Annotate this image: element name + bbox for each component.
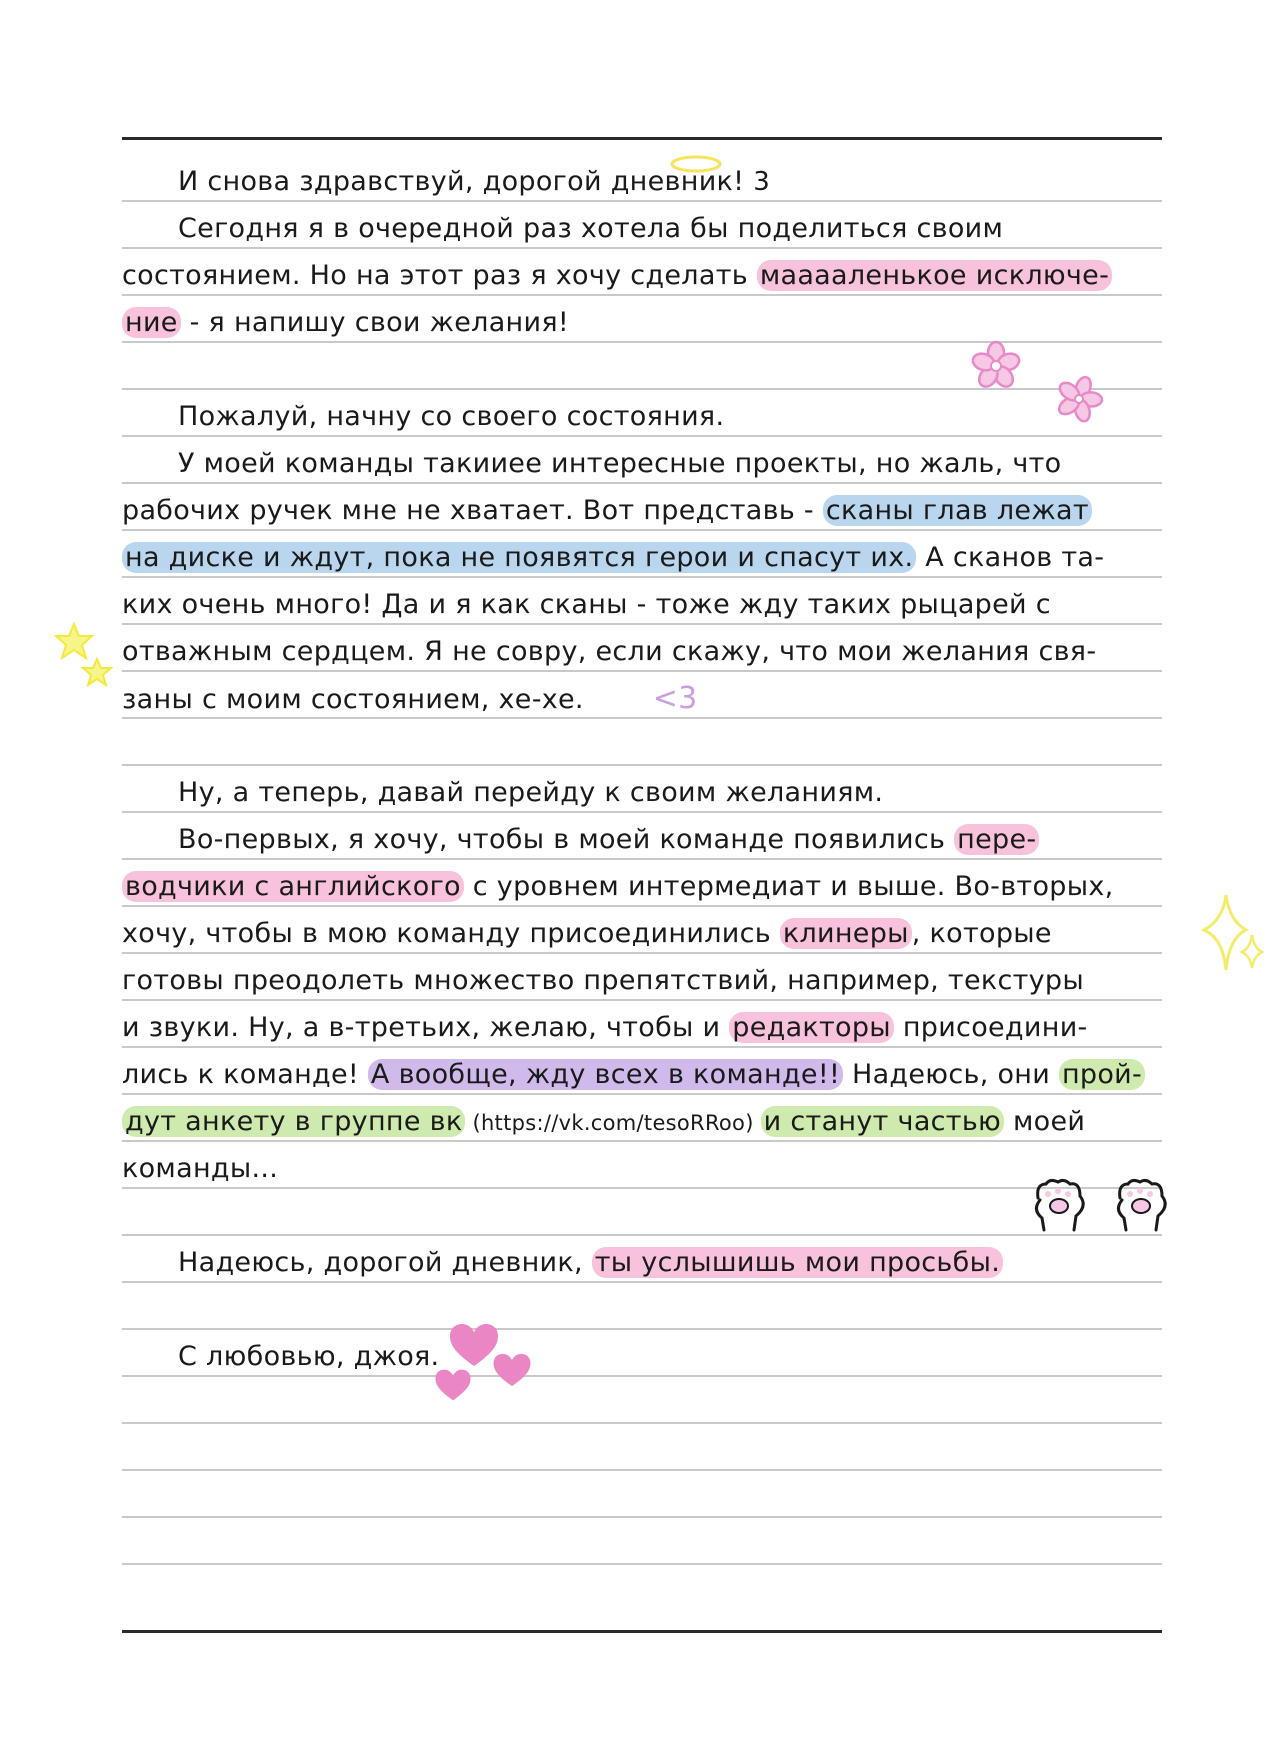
diary-text: рабочих ручек мне не хватает. Вот представь - bbox=[122, 495, 823, 526]
diary-line bbox=[122, 961, 1182, 1001]
flower-icon bbox=[1052, 372, 1106, 426]
diary-text: отважным сердцем. Я не совру, если скажу, что мои желания свя- bbox=[122, 636, 1097, 667]
diary-line bbox=[122, 209, 1238, 249]
ruled-line bbox=[122, 1563, 1162, 1565]
ruled-line bbox=[122, 764, 1162, 766]
diary-line bbox=[122, 491, 1182, 531]
highlight-pink: водчики с английского bbox=[122, 871, 464, 902]
highlight-green: дут анкету в группе вк bbox=[122, 1106, 465, 1137]
ruled-line bbox=[122, 1516, 1162, 1518]
highlight-pink: ние bbox=[122, 307, 181, 338]
diary-line bbox=[122, 820, 1238, 860]
diary-line bbox=[122, 1149, 1182, 1189]
diary-text: моей bbox=[1004, 1106, 1086, 1137]
diary-line bbox=[122, 538, 1182, 578]
sparkle-icon bbox=[1196, 890, 1266, 980]
highlight-pink: пере- bbox=[954, 824, 1039, 855]
diary-line bbox=[122, 1102, 1182, 1142]
highlight-purple: А вообще, жду всех в команде!! bbox=[368, 1059, 843, 1090]
diary-text: и звуки. Ну, а в-третьих, желаю, чтобы и bbox=[122, 1012, 730, 1043]
diary-line bbox=[122, 585, 1182, 625]
ruled-line bbox=[122, 1469, 1162, 1471]
highlight-green: прой- bbox=[1059, 1059, 1145, 1090]
diary-text: лись к команде! bbox=[122, 1059, 368, 1090]
highlight-blue: сканы глав лежат bbox=[823, 495, 1092, 526]
heart-icon bbox=[434, 1368, 472, 1402]
greeting-text: И снова здравствуй, дорогой дневник! bbox=[178, 166, 745, 197]
diary-line bbox=[122, 444, 1238, 484]
diary-text: А сканов та- bbox=[916, 542, 1105, 573]
highlight-blue: на диске и ждут, пока не появятся герои и спасут их. bbox=[122, 542, 916, 573]
diary-text: присоедини- bbox=[893, 1012, 1088, 1043]
ruled-line bbox=[122, 1234, 1162, 1236]
diary-text: Во-первых, я хочу, чтобы в моей команде появились bbox=[178, 824, 955, 855]
diary-text: Сегодня я в очередной раз хотела бы поделиться своим bbox=[178, 213, 1004, 244]
ruled-line bbox=[122, 1328, 1162, 1330]
diary-line bbox=[122, 1055, 1182, 1095]
highlight-pink: мааааленькое исключе- bbox=[757, 260, 1112, 291]
diary-line bbox=[122, 1337, 1238, 1377]
diary-text: хочу, чтобы в мою команду присоединились bbox=[122, 918, 780, 949]
diary-text: готовы преодолеть множество препятствий, например, текстуры bbox=[122, 965, 1084, 996]
diary-text: заны с моим состоянием, хе-хе. bbox=[122, 684, 584, 715]
highlight-green: и станут частью bbox=[761, 1106, 1004, 1137]
diary-text: У моей команды такииее интересные проекты, но жаль, что bbox=[178, 448, 1062, 479]
top-border-line bbox=[122, 137, 1162, 140]
diary-text: Пожалуй, начну со своего состояния. bbox=[178, 401, 725, 432]
cat-paw-icon bbox=[1030, 1176, 1094, 1234]
diary-text: Ну, а теперь, давай перейду к своим желаниям. bbox=[178, 777, 884, 808]
diary-text: , которые bbox=[911, 918, 1052, 949]
diary-line bbox=[122, 867, 1182, 907]
signature-text: С любовью, джоя. bbox=[178, 1341, 440, 1372]
diary-text: Надеюсь, дорогой дневник, bbox=[178, 1247, 592, 1278]
diary-line bbox=[122, 303, 1182, 343]
diary-text: - я напишу свои желания! bbox=[180, 307, 570, 338]
heart-icon bbox=[492, 1352, 532, 1388]
ruled-line bbox=[122, 1422, 1162, 1424]
heart-doodle-icon: <3 bbox=[652, 681, 698, 716]
diary-text: команды... bbox=[122, 1153, 279, 1184]
diary-text: Надеюсь, они bbox=[843, 1059, 1059, 1090]
diary-text: состоянием. Но на этот раз я хочу сделать bbox=[122, 260, 757, 291]
diary-text: с уровнем интермедиат и выше. Во-вторых, bbox=[463, 871, 1114, 902]
diary-line bbox=[122, 679, 1182, 719]
diary-line bbox=[122, 773, 1238, 813]
flower-icon bbox=[968, 338, 1024, 394]
diary-line bbox=[122, 914, 1182, 954]
highlight-pink: редакторы bbox=[729, 1012, 894, 1043]
highlight-pink: клинеры bbox=[780, 918, 912, 949]
halo-icon bbox=[668, 153, 724, 175]
diary-line bbox=[122, 256, 1182, 296]
diary-line bbox=[122, 1008, 1182, 1048]
star-icon bbox=[80, 656, 114, 690]
heart-doodle-icon: 3 bbox=[753, 167, 771, 197]
highlight-pink: ты услышишь мои просьбы. bbox=[592, 1247, 1003, 1278]
bottom-border-line bbox=[122, 1630, 1162, 1633]
diary-line bbox=[122, 1243, 1238, 1283]
cat-paw-icon bbox=[1112, 1176, 1176, 1234]
diary-line bbox=[122, 632, 1182, 672]
diary-text: ких очень много! Да и я как сканы - тоже жду таких рыцарей с bbox=[122, 589, 1051, 620]
vk-group-link[interactable]: (https://vk.com/tesoRRoo) bbox=[465, 1111, 761, 1135]
